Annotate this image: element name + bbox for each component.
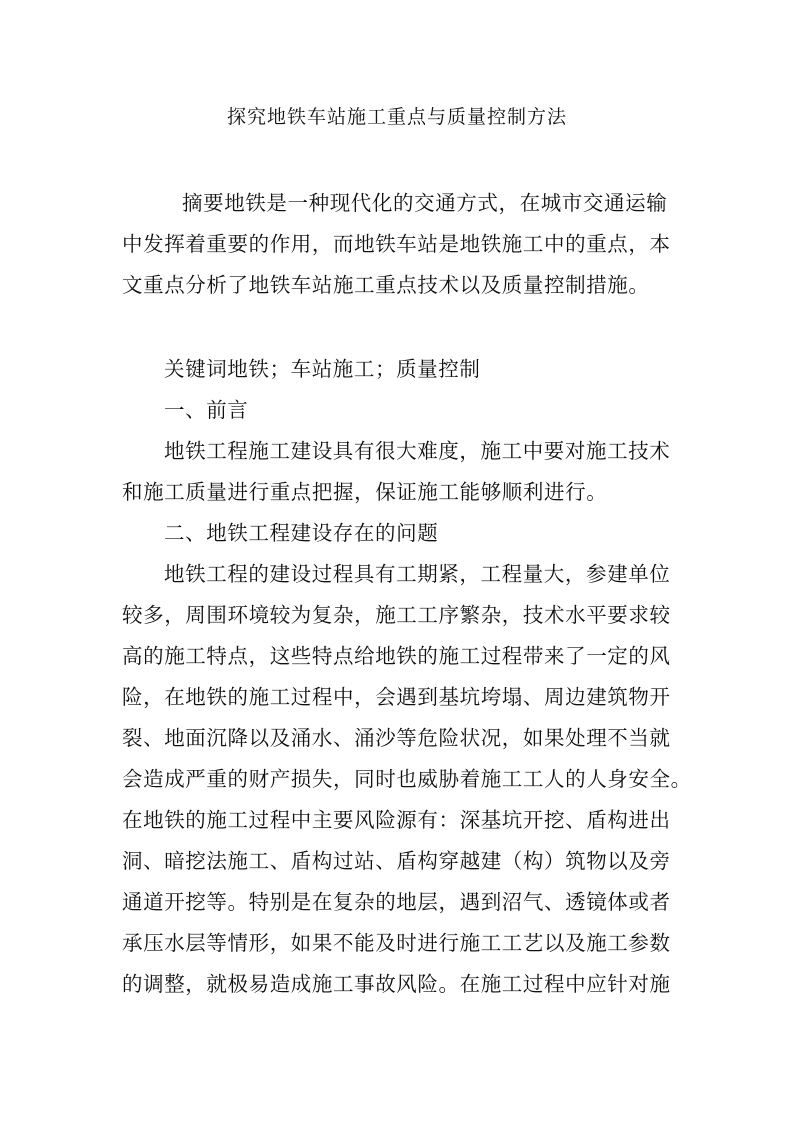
paragraph-line: 和施工质量进行重点把握，保证施工能够顺利进行。 [122,480,608,504]
paragraph-line: 险，在地铁的施工过程中，会遇到基坑垮塌、周边建筑物开 [122,685,671,709]
paragraph-line: 的调整，就极易造成施工事故风险。在施工过程中应针对施 [122,972,671,996]
document-title: 探究地铁车站施工重点与质量控制方法 [226,106,567,128]
paragraph-line: 会造成严重的财产损失，同时也威胁着施工工人的人身安全。 [122,767,692,791]
keywords-line: 关键词地铁；车站施工；质量控制 [164,357,481,381]
abstract-line: 摘要地铁是一种现代化的交通方式，在城市交通运输 [182,191,668,215]
paragraph-line: 地铁工程的建设过程具有工期紧，工程量大，参建单位 [164,562,671,586]
abstract-line: 中发挥着重要的作用，而地铁车站是地铁施工中的重点，本 [122,232,671,256]
paragraph-line: 高的施工特点，这些特点给地铁的施工过程带来了一定的风 [122,644,671,668]
paragraph-line: 在地铁的施工过程中主要风险源有：深基坑开挖、盾构进出 [122,808,671,832]
paragraph-line: 承压水层等情形，如果不能及时进行施工工艺以及施工参数 [122,931,671,955]
abstract-line: 文重点分析了地铁车站施工重点技术以及质量控制措施。 [122,273,650,297]
paragraph-line: 通道开挖等。特别是在复杂的地层，遇到沼气、透镜体或者 [122,890,671,914]
paragraph-line: 地铁工程施工建设具有很大难度，施工中要对施工技术 [164,439,671,463]
section-heading-preface: 一、前言 [164,398,249,422]
section-heading-problems: 二、地铁工程建设存在的问题 [164,521,439,545]
paragraph-line: 洞、暗挖法施工、盾构过站、盾构穿越建（构）筑物以及旁 [122,849,671,873]
paragraph-line: 裂、地面沉降以及涌水、涌沙等危险状况，如果处理不当就 [122,726,671,750]
paragraph-line: 较多，周围环境较为复杂，施工工序繁杂，技术水平要求较 [122,603,671,627]
